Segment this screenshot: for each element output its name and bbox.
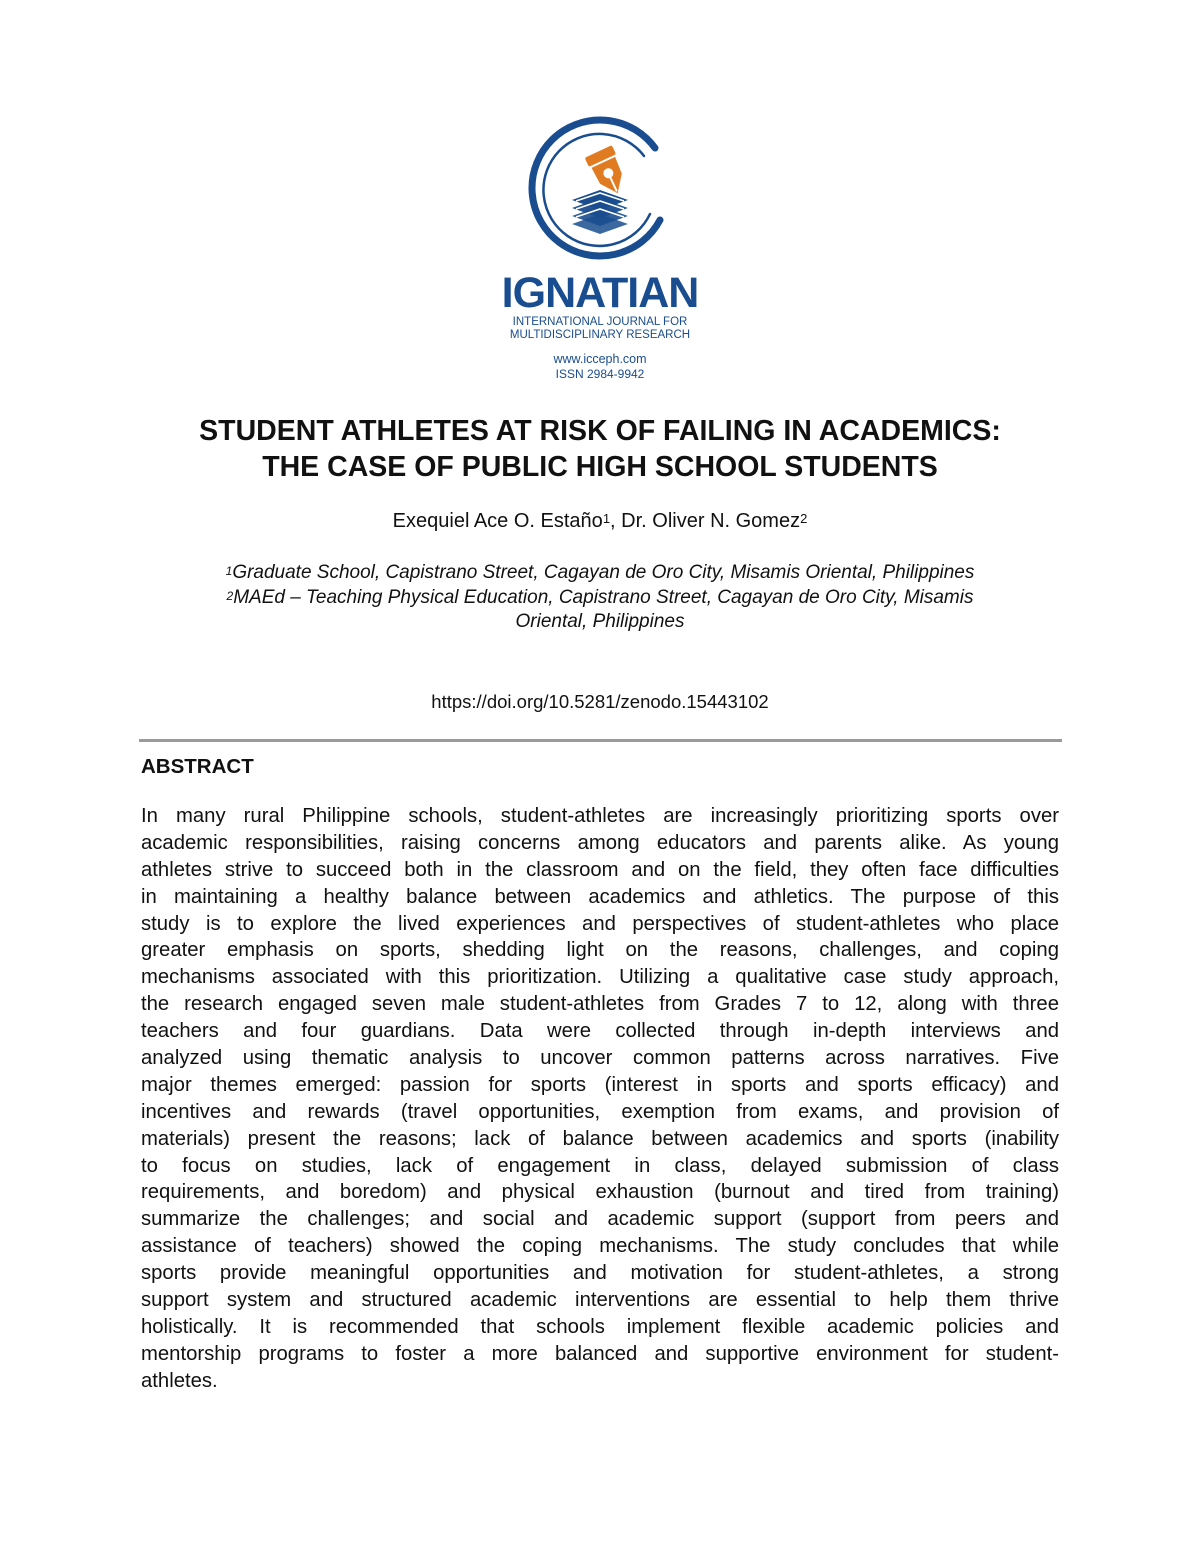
abstract-line: analyzed using thematic analysis to uncover common patterns across narratives. Five [141, 1047, 1059, 1070]
author-2-affiliation-mark: 2 [800, 511, 808, 526]
abstract-line: In many rural Philippine schools, student-athletes are increasingly prioritizing sports over [141, 805, 1059, 827]
affiliations [150, 561, 1050, 635]
journal-logo-icon [520, 108, 680, 268]
author-1: Exequiel Ace O. Estaño [392, 510, 603, 532]
abstract-line: to focus on studies, lack of engagement in class, delayed submission of class [141, 1154, 1059, 1177]
abstract-line: greater emphasis on sports, shedding light on the reasons, challenges, and coping [141, 939, 1059, 962]
abstract-line: academic responsibilities, raising concerns among educators and parents alike. As young [141, 831, 1059, 854]
abstract-line: in maintaining a healthy balance between academics and athletics. The purpose of this [141, 885, 1059, 908]
affiliation-2-continued: Oriental, Philippines [515, 611, 685, 632]
affiliation-2 [150, 586, 1050, 611]
abstract-line: athletes strive to succeed both in the classroom and on the field, they often face difficulties [141, 858, 1059, 881]
abstract-body [141, 803, 1059, 1395]
abstract-line: athletes. [141, 1369, 218, 1392]
paper-title-line2: THE CASE OF PUBLIC HIGH SCHOOL STUDENTS [262, 451, 938, 483]
journal-website: www.icceph.com [553, 352, 647, 366]
abstract-line: materials) present the reasons; lack of balance between academics and sports (inability [141, 1127, 1059, 1150]
author-2: Dr. Oliver N. Gomez [621, 510, 801, 532]
affiliation-1 [150, 561, 1050, 586]
paper-title-line1: STUDENT ATHLETES AT RISK OF FAILING IN ACADEMICS: [199, 415, 1001, 447]
abstract-heading: ABSTRACT [141, 755, 254, 778]
abstract-line: study is to explore the lived experiences and perspectives of student-athletes who place [141, 912, 1059, 935]
affiliation-1-mark: 1 [225, 564, 233, 578]
abstract-line: the research engaged seven male student-athletes from Grades 7 to 12, along with three [141, 993, 1059, 1016]
affiliation-2-mark: 2 [226, 588, 234, 603]
abstract-line: support system and structured academic interventions are essential to help them thrive [141, 1289, 1059, 1312]
journal-subtitle-line1: INTERNATIONAL JOURNAL FOR [512, 316, 688, 328]
author-list [0, 508, 1200, 534]
author-1-affiliation-mark: 1 [602, 511, 611, 526]
paper-title [100, 413, 1100, 485]
abstract-line: mentorship programs to foster a more balanced and supportive environment for student- [141, 1342, 1059, 1365]
affiliation-1-text: Graduate School, Capistrano Street, Cagayan de Oro City, Misamis Oriental, Philippines [232, 562, 975, 583]
journal-masthead [0, 108, 1200, 382]
section-divider [139, 739, 1062, 742]
abstract-line: sports provide meaningful opportunities and motivation for student-athletes, a strong [141, 1262, 1059, 1285]
abstract-line: holistically. It is recommended that schools implement flexible academic policies and [141, 1315, 1059, 1338]
abstract-line: mechanisms associated with this prioritization. Utilizing a qualitative case study approach, [141, 966, 1059, 989]
abstract-line: teachers and four guardians. Data were collected through in-depth interviews and [141, 1020, 1059, 1043]
affiliation-2-text-line1: MAEd – Teaching Physical Education, Capistrano Street, Cagayan de Oro City, Misamis [233, 586, 974, 608]
author-separator: , [610, 510, 622, 532]
abstract-line: major themes emerged: passion for sports (interest in sports and sports efficacy) and [141, 1073, 1059, 1096]
doi-link[interactable]: https://doi.org/10.5281/zenodo.15443102 [431, 691, 769, 712]
abstract-line: incentives and rewards (travel opportunities, exemption from exams, and provision of [141, 1100, 1059, 1123]
journal-issn: ISSN 2984-9942 [555, 367, 645, 381]
journal-name: IGNATIAN [501, 269, 699, 317]
abstract-line: assistance of teachers) showed the coping mechanisms. The study concludes that while [141, 1235, 1059, 1258]
abstract-line: requirements, and boredom) and physical exhaustion (burnout and tired from training) [141, 1181, 1059, 1204]
journal-subtitle-line2: MULTIDISCIPLINARY RESEARCH [509, 329, 691, 341]
abstract-line: summarize the challenges; and social and academic support (support from peers and [141, 1208, 1059, 1231]
